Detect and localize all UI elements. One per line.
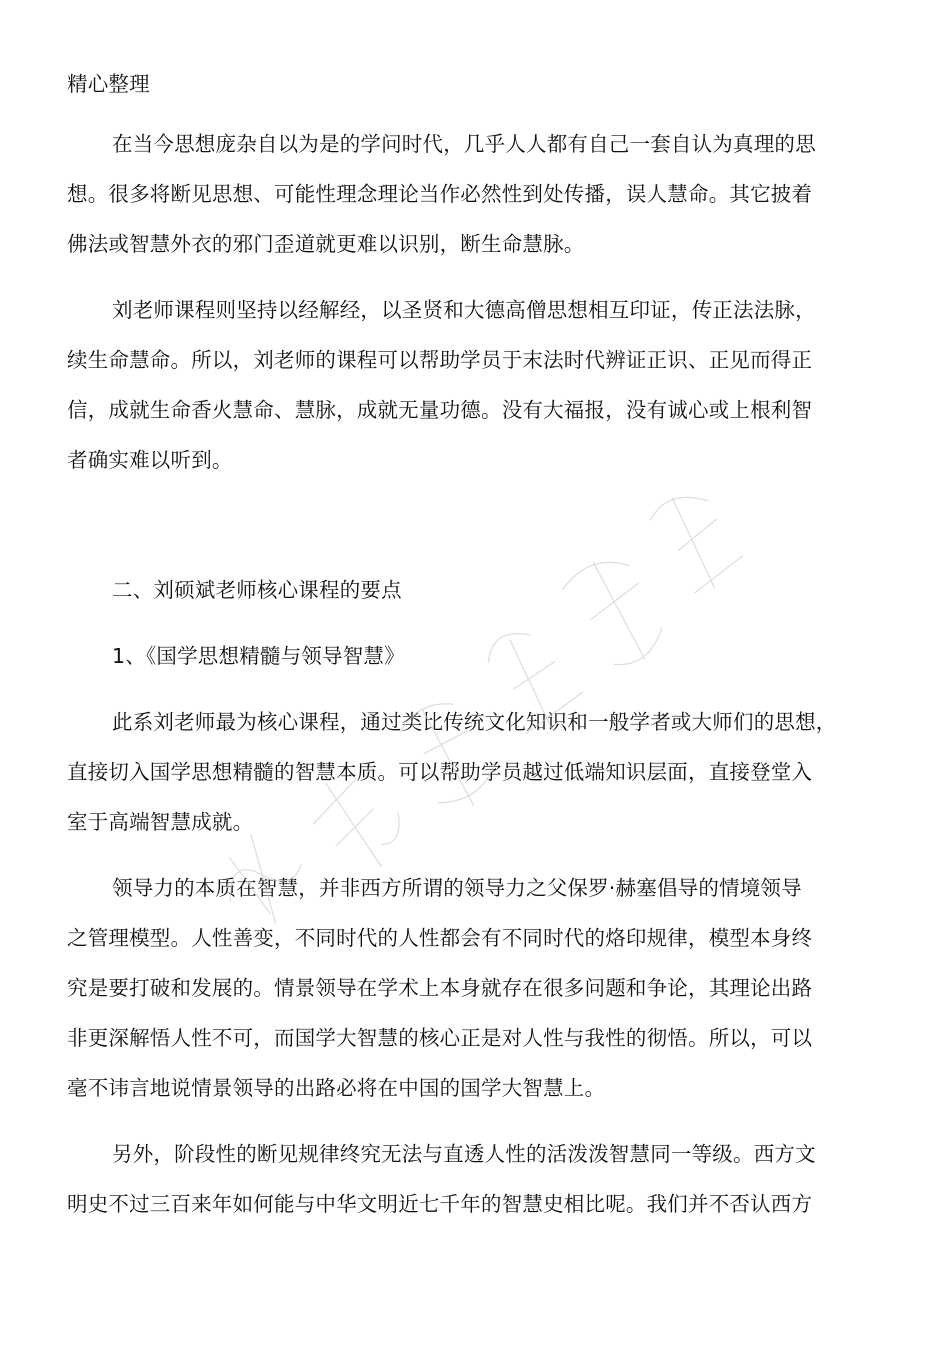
- paragraph-line: 之管理模型。人性善变，不同时代的人性都会有不同时代的烙印规律，模型本身终: [67, 926, 813, 950]
- paragraph-line: 明史不过三百来年如何能与中华文明近七千年的智慧史相比呢。我们并不否认西方: [67, 1192, 813, 1216]
- paragraph-line: 信，成就生命香火慧命、慧脉，成就无量功德。没有大福报，没有诚心或上根利智: [67, 398, 813, 422]
- paragraph-line: 另外，阶段性的断见规律终究无法与直透人性的活泼泼智慧同一等级。西方文: [112, 1142, 816, 1166]
- paragraph-line: 究是要打破和发展的。情景领导在学术上本身就存在很多问题和争论，其理论出路: [67, 976, 813, 1000]
- paragraph-line: 室于高端智慧成就。: [67, 810, 254, 834]
- paragraph-line: 非更深解悟人性不可，而国学大智慧的核心正是对人性与我性的彻悟。所以，可以: [67, 1026, 813, 1050]
- paragraph-line: 佛法或智慧外衣的邪门歪道就更难以识别，断生命慧脉。: [67, 232, 585, 256]
- paragraph-line: 毫不讳言地说情景领导的出路必将在中国的国学大智慧上。: [67, 1076, 606, 1100]
- paragraph-line: 在当今思想庞杂自以为是的学问时代，几乎人人都有自己一套自认为真理的思: [112, 132, 816, 156]
- course-title: 1、《国学思想精髓与领导智慧》: [112, 644, 405, 668]
- paragraph-line: 领导力的本质在智慧，并非西方所谓的领导力之父保罗·赫塞倡导的情境领导: [112, 876, 802, 900]
- paragraph-line: 直接切入国学思想精髓的智慧本质。可以帮助学员越过低端知识层面，直接登堂入: [67, 760, 813, 784]
- watermark-image: [120, 430, 840, 950]
- section-heading: 二、刘硕斌老师核心课程的要点: [112, 578, 402, 602]
- page-header: 精心整理: [67, 72, 150, 96]
- paragraph-line: 者确实难以听到。: [67, 448, 233, 472]
- paragraph-line: 续生命慧命。所以，刘老师的课程可以帮助学员于末法时代辨证正识、正见而得正: [67, 348, 813, 372]
- paragraph-line: 刘老师课程则坚持以经解经，以圣贤和大德高僧思想相互印证，传正法法脉，: [112, 298, 816, 322]
- paragraph-line: 此系刘老师最为核心课程，通过类比传统文化知识和一般学者或大师们的思想，: [112, 710, 837, 734]
- paragraph-line: 想。很多将断见思想、可能性理念理论当作必然性到处传播，误人慧命。其它披着: [67, 182, 813, 206]
